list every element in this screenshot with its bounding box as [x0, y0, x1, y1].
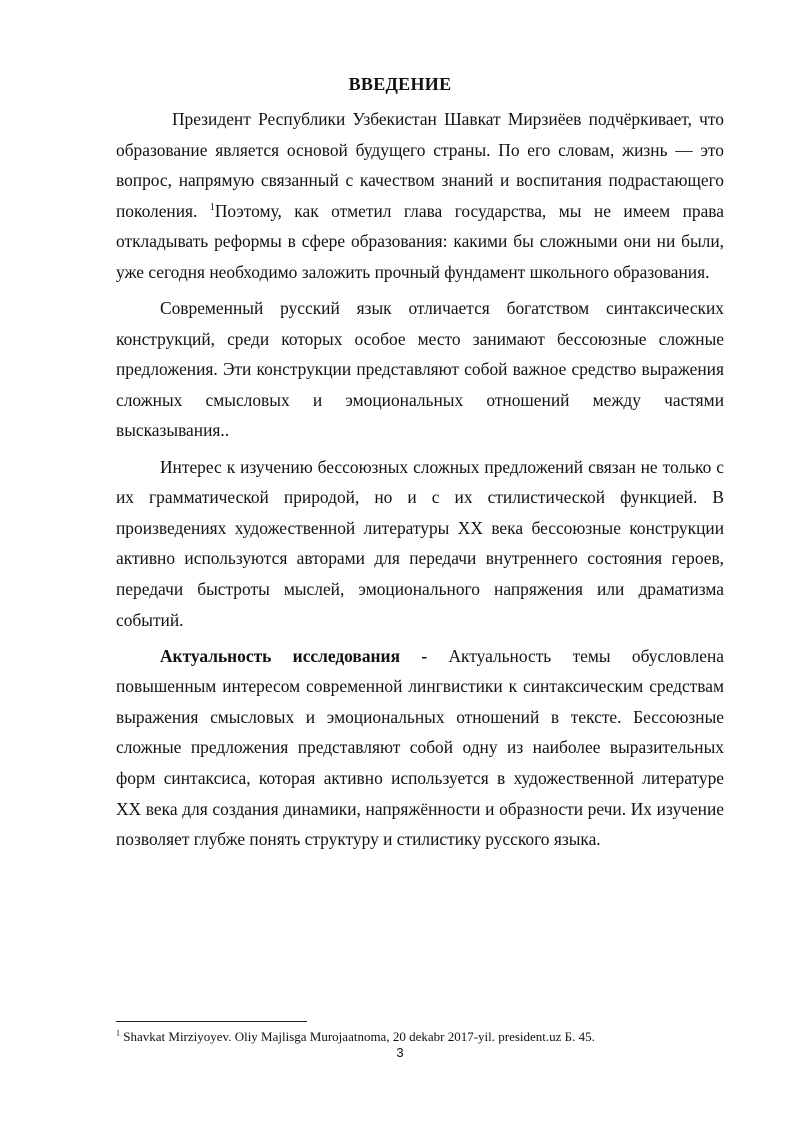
paragraph-syntax: Современный русский язык отличается богатством синтаксических конструкций, среди которых особое место занимают бессоюзные сложные предложения. Эти конструкции представляют собой важное средство выражения сложных смысловых и эмоциональных отношений между частями высказывания..	[116, 298, 724, 441]
page-title: ВВЕДЕНИЕ	[348, 74, 452, 94]
relevance-text: Актуальность темы обусловлена повышенным интересом современной лингвистики к синтаксическим средствам выражения смысловых и эмоциональных отношений в тексте. Бессоюзные сложные предложения представляют собой одну из наиболее выразительных форм синтаксиса, которая активно используется в художественной литературе XX века для создания динамики, напряжённости и образности речи. Их изучение позволяет глубже понять структуру и стилистику русского языка.	[116, 645, 724, 850]
paragraph-interest: Интерес к изучению бессоюзных сложных предложений связан не только с их грамматической природой, но и с их стилистической функцией. В произведениях художественной литературы XX века бессоюзные конструкции активно используются авторами для передачи внутреннего состояния героев, передачи быстроты мыслей, эмоционального напряжения или драматизма событий.	[116, 456, 724, 630]
footnote-text: Shavkat Mirziyoyev. Oliy Majlisga Murojaatnoma, 20 dekabr 2017-yil. president.uz Б. 45.	[120, 1029, 595, 1044]
paragraph-relevance	[116, 641, 724, 855]
footnote-divider	[116, 1021, 307, 1022]
paragraph-intro	[116, 104, 724, 288]
footnote-reference[interactable]: 1	[209, 201, 215, 213]
page-number: 3	[396, 1045, 404, 1060]
footnote-marker: 1	[116, 1028, 120, 1038]
body-text	[116, 104, 724, 860]
paragraph-intro-text-1: Президент Республики Узбекистан Шавкат Мирзиёев подчёркивает, что образование является основой будущего страны. По его словам, жизнь — это вопрос, напрямую связанный с качеством знаний и воспитания подрастающего поколения.	[116, 109, 724, 221]
footnote	[116, 1029, 724, 1045]
paragraph-intro-text-2: Поэтому, как отметил глава государства, мы не имеем права откладывать реформы в сфере образования: какими бы сложными они ни были, уже сегодня необходимо заложить прочный фундамент школьного образования.	[116, 200, 724, 282]
relevance-heading: Актуальность исследования -	[160, 645, 428, 666]
